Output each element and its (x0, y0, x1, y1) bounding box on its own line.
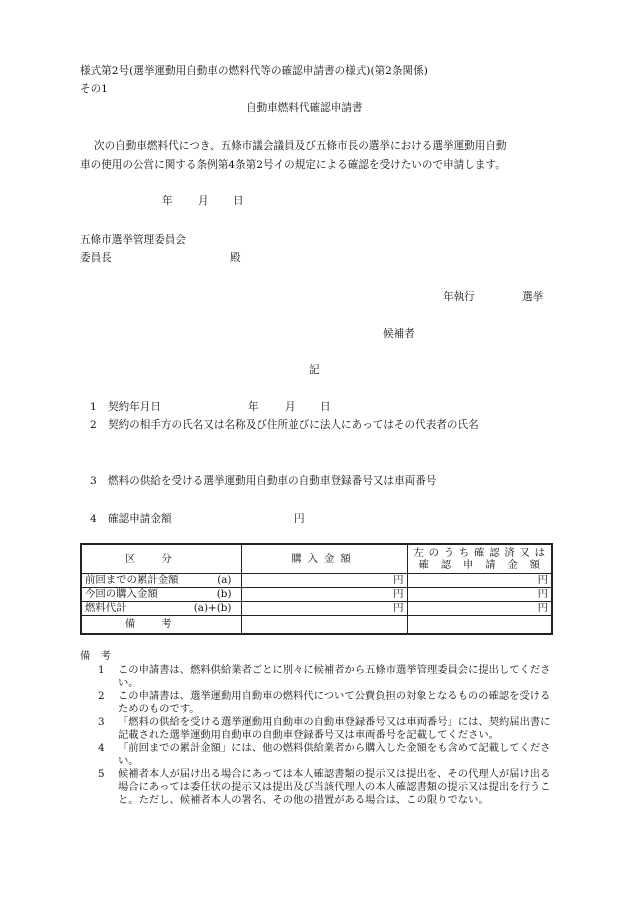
table-row (81, 602, 552, 616)
item-1-number: 1 (90, 401, 97, 413)
ki-mark: 記 (309, 364, 320, 376)
purchase-amount-cell[interactable]: 円 (241, 574, 407, 588)
remarks-cell-extra[interactable] (407, 616, 552, 635)
table-row (81, 574, 552, 588)
note-number: 1 (98, 664, 105, 676)
row-label-cell (81, 574, 241, 588)
note-item (98, 768, 560, 807)
table-row (81, 588, 552, 602)
addressee-honorific: 殿 (230, 252, 241, 264)
table-header-row (81, 544, 552, 574)
item-1-year: 年 (248, 401, 259, 413)
note-item (98, 742, 560, 768)
date-day: 日 (233, 195, 244, 207)
intro-line-1: 次の自動車燃料代につき、五條市議会議員及び五條市長の選挙における選挙運動用自動 (94, 140, 507, 152)
note-item (98, 716, 560, 742)
remarks-cell[interactable] (241, 616, 407, 635)
note-item (98, 690, 560, 716)
addressee-title: 委員長 (80, 252, 112, 264)
form-title: 様式第2号(選挙運動用自動車の燃料代等の確認申請書の様式)(第2条関係) (80, 65, 428, 77)
note-number: 5 (98, 768, 105, 780)
purchase-amount-cell[interactable]: 円 (241, 588, 407, 602)
item-2-label: 契約の相手方の氏名又は名称及び住所並びに法人にあってはその代表者の氏名 (108, 419, 479, 431)
header-category: 区分 (81, 544, 241, 574)
note-text: 候補者本人が届け出る場合にあっては本人確認書類の提示又は提出を、その代理人が届け出る場合にあっては委任状の提示又は提出及び当該代理人の本人確認書類の提示又は提出を行うこと。ただし、候補者本人の署名、その他の措置がある場合は、この限りでない。 (118, 768, 551, 806)
item-2-number: 2 (90, 419, 97, 431)
confirmed-amount-cell[interactable]: 円 (407, 602, 552, 616)
item-4-number: 4 (90, 513, 97, 525)
item-3-number: 3 (90, 475, 97, 487)
item-3-label: 燃料の供給を受ける選挙運動用自動車の自動車登録番号又は車両番号 (108, 475, 437, 487)
note-number: 3 (98, 716, 105, 728)
item-1-month: 月 (285, 401, 296, 413)
remarks-label: 備考 (81, 616, 241, 635)
election-held: 年執行 (443, 291, 475, 303)
row-label-cell (81, 602, 241, 616)
row-mark: (b) (216, 588, 232, 600)
header-confirmed-line-2: 確認申請金額 (418, 559, 540, 571)
header-confirmed-amount (407, 544, 552, 574)
form-sub-number: その1 (80, 83, 108, 95)
row-label: 今回の購入金額 (85, 588, 158, 600)
header-confirmed-line-1: 左のうち確認済又は (413, 547, 545, 559)
fuel-cost-table (80, 543, 553, 635)
note-text: 「前回までの累計金額」には、他の燃料供給業者から購入した金額をも含めて記載してください。 (118, 742, 551, 767)
item-4-yen: 円 (294, 513, 305, 525)
confirmed-amount-cell[interactable]: 円 (407, 588, 552, 602)
date-year: 年 (162, 195, 173, 207)
row-mark: (a)+(b) (193, 602, 232, 614)
addressee-org: 五條市選挙管理委員会 (80, 234, 186, 246)
note-text: 「燃料の供給を受ける選挙運動用自動車の自動車登録番号又は車両番号」には、契約届出書に記載された選挙運動用自動車の自動車登録番号又は車両番号を記載してください。 (118, 716, 551, 741)
note-item (98, 664, 560, 690)
note-text: この申請書は、選挙運動用自動車の燃料代について公費負担の対象となるものの確認を受けるためのものです。 (118, 690, 551, 715)
item-1-label: 契約年月日 (108, 401, 161, 413)
row-mark: (a) (217, 574, 232, 586)
note-number: 4 (98, 742, 105, 754)
item-4-label: 確認申請金額 (108, 513, 172, 525)
row-label: 前回までの累計金額 (85, 574, 179, 586)
candidate-label: 候補者 (383, 328, 415, 340)
intro-line-2: 車の使用の公営に関する条例第4条第2号イの規定による確認を受けたいので申請します。 (80, 159, 506, 171)
election-name: 選挙 (522, 291, 544, 303)
notes-section (80, 650, 560, 807)
row-label-cell (81, 588, 241, 602)
confirmed-amount-cell[interactable]: 円 (407, 574, 552, 588)
date-month: 月 (198, 195, 209, 207)
purchase-amount-cell[interactable]: 円 (241, 602, 407, 616)
document-title: 自動車燃料代確認申請書 (246, 102, 363, 114)
item-1-day: 日 (320, 401, 331, 413)
table-remarks-row (81, 616, 552, 635)
row-label: 燃料代計 (85, 602, 127, 614)
header-purchase-amount: 購入金額 (241, 544, 407, 574)
notes-title: 備 考 (80, 650, 111, 662)
note-number: 2 (98, 690, 105, 702)
note-text: この申請書は、燃料供給業者ごとに別々に候補者から五條市選挙管理委員会に提出してください。 (118, 664, 551, 689)
